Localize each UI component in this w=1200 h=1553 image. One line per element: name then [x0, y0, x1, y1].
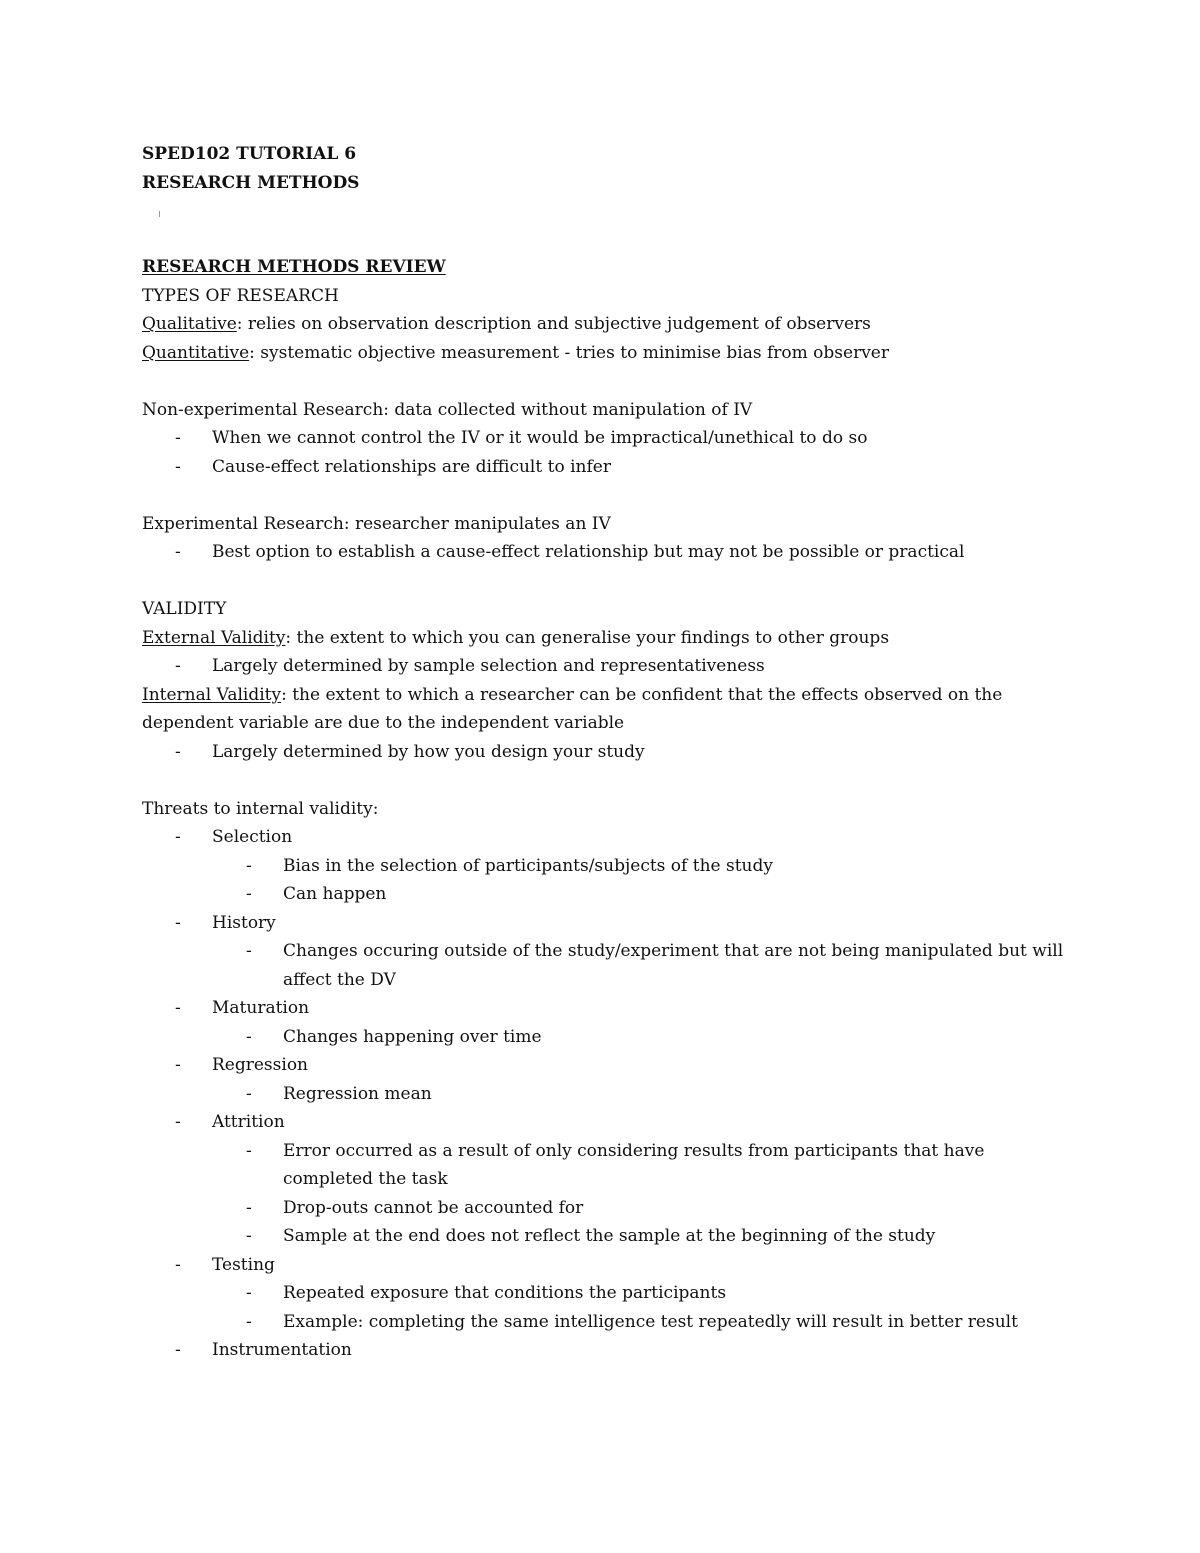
threat-label: Regression: [212, 1055, 308, 1075]
stray-mark: [142, 197, 1102, 253]
external-validity-definition: External Validity: the extent to which you can generalise your findings to other groups: [142, 627, 890, 648]
types-heading: TYPES OF RESEARCH: [142, 285, 339, 306]
threat-subitem-text: Repeated exposure that conditions the participants: [283, 1283, 727, 1303]
threat-subitem: - Error occurred as a result of only considering results from participants that have completed the task: [142, 1137, 1102, 1194]
threat-subitem-text: Example: completing the same intelligence test repeatedly will result in better result: [283, 1311, 1018, 1332]
threat-subitem-text: Bias in the selection of participants/subjects of the study: [283, 855, 773, 876]
threat-item: - Maturation: [175, 998, 310, 1018]
quantitative-term: Quantitative: [142, 342, 250, 363]
threat-subitem-text: Can happen: [283, 884, 387, 904]
threat-item: - Attrition: [175, 1112, 285, 1132]
threat-subitem: - Changes occuring outside of the study/experiment that are not being manipulated but will affect the DV: [142, 937, 1102, 994]
threat-item: - Selection: [175, 827, 293, 847]
document-body: [142, 140, 1102, 1365]
validity-heading: VALIDITY: [142, 599, 227, 619]
threat-label: Instrumentation: [212, 1340, 352, 1360]
threat-item: - History: [175, 912, 276, 933]
threat-subitem-text: Sample at the end does not reflect the sample at the beginning of the study: [283, 1226, 936, 1246]
qualitative-text: : relies on observation description and subjective judgement of observers: [236, 314, 871, 334]
threat-subitem: - Bias in the selection of participants/subjects of the study: [246, 855, 773, 876]
list-item: - When we cannot control the IV or it would be impractical/unethical to do so: [175, 428, 868, 448]
threat-subitem-text: Drop-outs cannot be accounted for: [283, 1197, 584, 1218]
internal-validity-definition-cont: dependent variable are due to the independent variable: [142, 713, 625, 733]
threat-subitem: - Repeated exposure that conditions the participants: [246, 1283, 727, 1303]
threat-label: Testing: [212, 1254, 275, 1275]
threat-subitem: - Changes happening over time: [246, 1026, 542, 1047]
threat-subitem-text: Changes happening over time: [283, 1026, 542, 1047]
threat-item: - Testing: [175, 1254, 275, 1275]
quantitative-definition: [142, 339, 1102, 368]
threat-subitem-text-cont: completed the task: [283, 1169, 448, 1189]
threat-subitem-text: Changes occuring outside of the study/experiment that are not being manipulated but will: [283, 941, 1064, 961]
threat-subitem: - Regression mean: [246, 1083, 432, 1104]
threats-heading: Threats to internal validity:: [142, 798, 379, 819]
qualitative-term: Qualitative: [142, 314, 237, 334]
threat-subitem-text: Error occurred as a result of only considering results from participants that have: [283, 1140, 985, 1161]
threat-label: Selection: [212, 827, 293, 847]
quantitative-text: : systematic objective measurement - tries to minimise bias from observer: [249, 342, 889, 363]
threat-subitem-text-cont: affect the DV: [283, 969, 396, 990]
document-subtitle: RESEARCH METHODS: [142, 172, 360, 193]
threats-list: [142, 823, 1102, 1365]
external-validity-term: External Validity: [142, 627, 286, 648]
list-item: - Best option to establish a cause-effect relationship but may not be possible or practical: [175, 542, 965, 562]
list-item: - Largely determined by sample selection and representativeness: [175, 656, 765, 676]
threat-label: Attrition: [212, 1112, 285, 1132]
document-title: SPED102 TUTORIAL 6: [142, 144, 357, 164]
qualitative-definition: [142, 310, 1102, 339]
threat-label: History: [212, 912, 276, 933]
threat-item: - Regression: [175, 1055, 308, 1075]
threat-subitem: - Example: completing the same intelligence test repeatedly will result in better result: [246, 1311, 1018, 1332]
list-item: - Largely determined by how you design your study: [175, 741, 645, 762]
threat-subitem: - Sample at the end does not reflect the sample at the beginning of the study: [246, 1226, 936, 1246]
section-heading-review: RESEARCH METHODS REVIEW: [142, 257, 446, 277]
threat-label: Maturation: [212, 998, 310, 1018]
threat-subitem: - Can happen: [246, 884, 387, 904]
threat-item: - Instrumentation: [175, 1340, 352, 1360]
internal-validity-definition: Internal Validity: the extent to which a researcher can be confident that the effects observed on the: [142, 684, 1003, 705]
experimental-definition: Experimental Research: researcher manipulates an IV: [142, 513, 611, 534]
threat-subitem: - Drop-outs cannot be accounted for: [246, 1197, 584, 1218]
internal-validity-term: Internal Validity: [142, 684, 282, 705]
list-item: - Cause-effect relationships are difficult to infer: [175, 456, 611, 477]
threat-subitem-text: Regression mean: [283, 1083, 432, 1104]
nonexperimental-definition: Non-experimental Research: data collected without manipulation of IV: [142, 399, 753, 420]
